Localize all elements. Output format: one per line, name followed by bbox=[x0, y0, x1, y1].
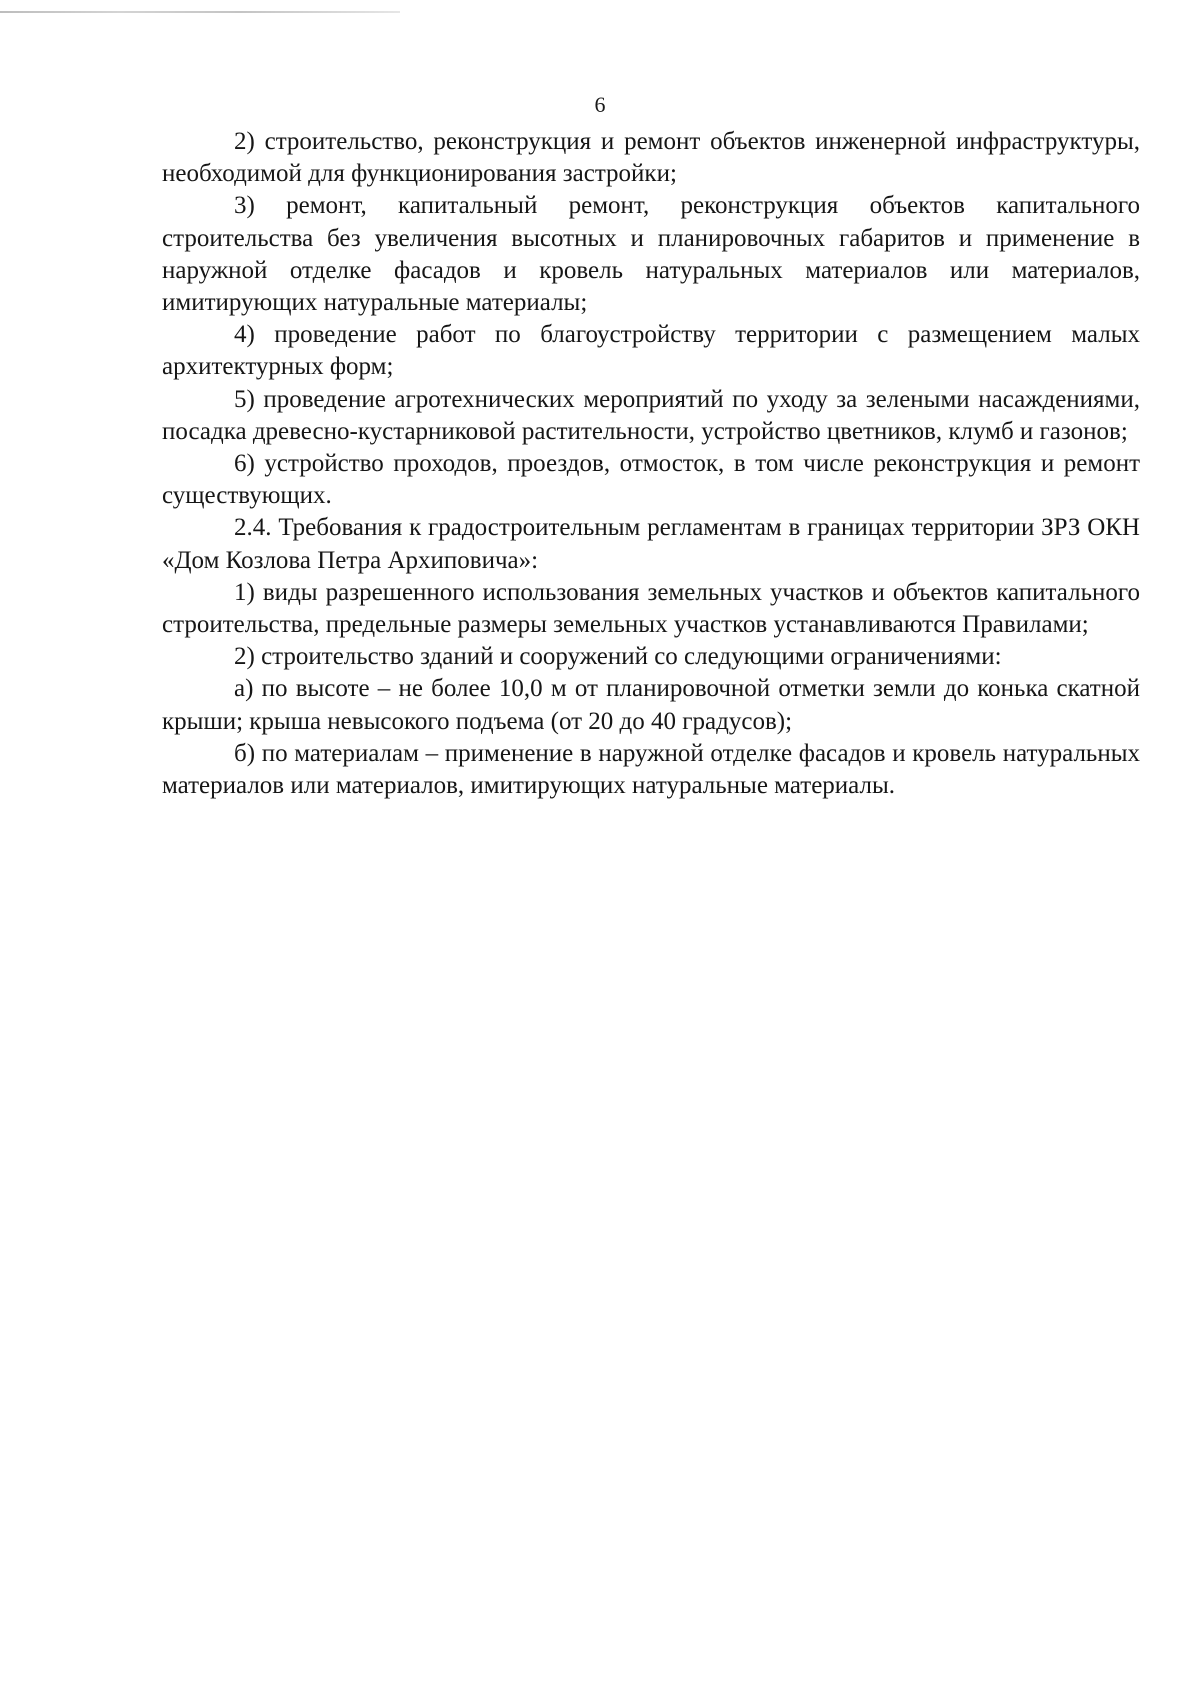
paragraph-construction-limits: 2) строительство зданий и сооружений со следующими ограничениями: bbox=[234, 643, 1002, 671]
paragraph-item-4-landscaping: 4) проведение работ по благоустройству территории с размещением малых архитектурных форм; bbox=[162, 321, 1140, 381]
paragraph-item-5-agrotechnical: 5) проведение агротехнических мероприятий по уходу за зелеными насаждениями, посадка древесно-кустарниковой растительности, устройство цветников, клумб и газонов; bbox=[162, 385, 1140, 445]
page-number: 6 bbox=[594, 92, 606, 117]
paragraph-materials: б) по материалам – применение в наружной отделке фасадов и кровель натуральных материалов или материалов, имитирующих натуральные материалы. bbox=[162, 739, 1140, 800]
paragraph-item-2-infrastructure: 2) строительство, реконструкция и ремонт объектов инженерной инфраструктуры, необходимой для функционирования застройки; bbox=[162, 128, 1140, 188]
paragraph-height-limit: а) по высоте – не более 10,0 м от планировочной отметки земли до конька скатной крыши; крыша невысокого подъема (от 20 до 40 градусов); bbox=[162, 675, 1140, 735]
paragraph-permitted-use: 1) виды разрешенного использования земельных участков и объектов капитального строительства, предельные размеры земельных участков устанавливаются Правилами; bbox=[162, 578, 1140, 639]
document-body bbox=[162, 126, 1140, 802]
paragraph-item-3-repair: 3) ремонт, капитальный ремонт, реконструкция объектов капитального строительства без увеличения высотных и планировочных габаритов и применение в наружной отделке фасадов и кровель натуральных материалов или материалов, имитирующих натуральные материалы; bbox=[162, 192, 1140, 317]
section-heading-2-4: 2.4. Требования к градостроительным регламентам в границах территории ЗРЗ ОКН «Дом Козлова Петра Архиповича»: bbox=[162, 514, 1140, 574]
paragraph-item-6-passages: 6) устройство проходов, проездов, отмосток, в том числе реконструкция и ремонт существующих. bbox=[162, 450, 1140, 510]
scan-artifact-line bbox=[0, 11, 400, 13]
